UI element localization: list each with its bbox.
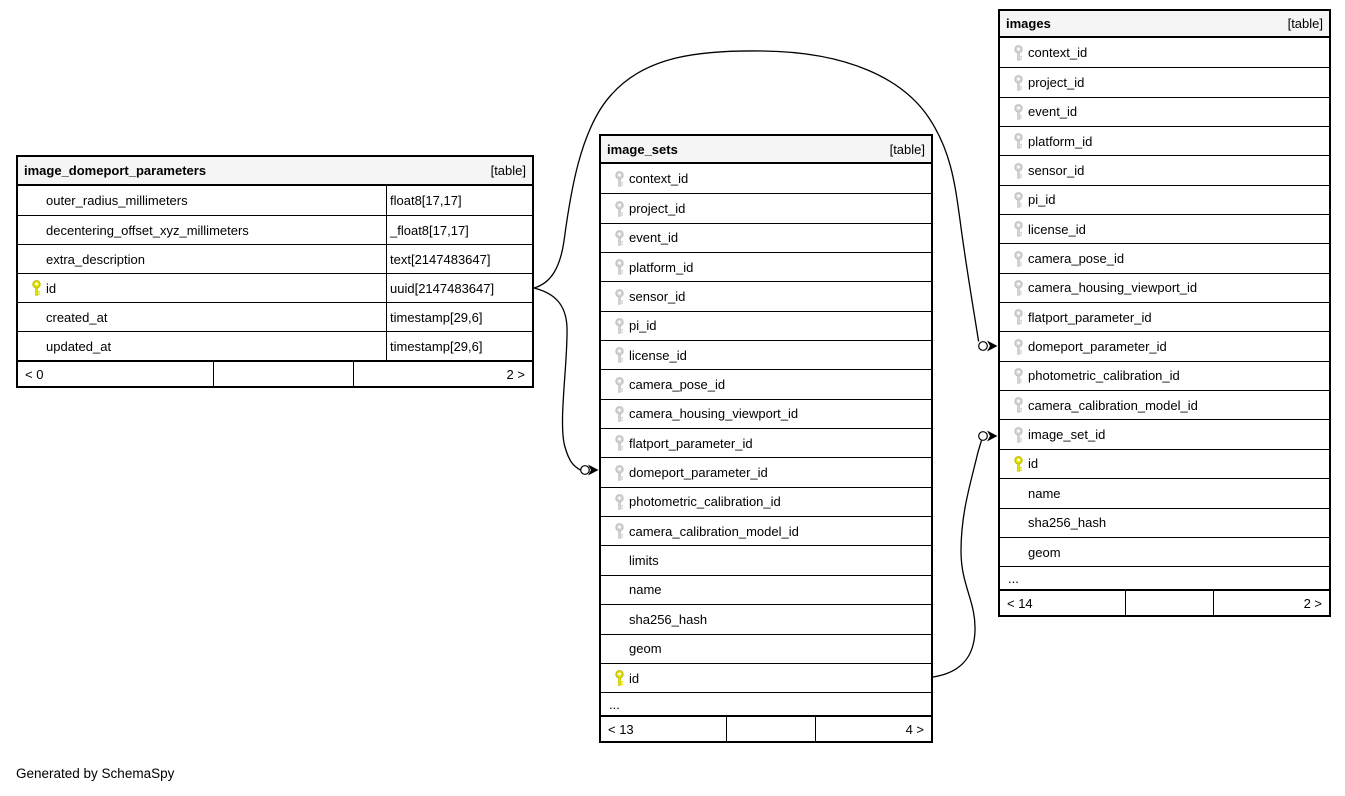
- column-name-cell: [601, 576, 931, 604]
- foreign-key-icon: [609, 523, 629, 539]
- foreign-key-icon: [1008, 192, 1028, 208]
- foreign-key-icon: [1008, 280, 1028, 296]
- column-row-camera_pose_id: [601, 369, 931, 398]
- column-row-camera_pose_id: [1000, 243, 1329, 272]
- column-row-context_id: [1000, 38, 1329, 67]
- column-name: license_id: [1028, 221, 1086, 237]
- foreign-key-icon: [609, 259, 629, 275]
- foreign-key-icon: [609, 377, 629, 393]
- column-row-id: [1000, 449, 1329, 478]
- degree-out: 2 >: [1213, 591, 1329, 615]
- table-image-sets[interactable]: [599, 134, 933, 743]
- column-name-cell: [1000, 509, 1329, 537]
- column-type: text[2147483647]: [386, 245, 532, 273]
- table-degree-footer: [601, 715, 931, 741]
- column-name-cell: [1000, 274, 1329, 302]
- column-row-geom: [1000, 537, 1329, 566]
- column-name: context_id: [629, 171, 689, 187]
- fk-nullable-circle: [979, 432, 988, 441]
- column-row-pi_id: [601, 311, 931, 340]
- column-name-cell: [601, 312, 931, 340]
- column-name-cell: [1000, 450, 1329, 478]
- ellipsis-row: ...: [1000, 566, 1329, 589]
- degree-spacer: [213, 362, 353, 386]
- foreign-key-icon: [1008, 339, 1028, 355]
- table-header[interactable]: [1000, 11, 1329, 38]
- column-row-limits: [601, 545, 931, 574]
- table-images[interactable]: [998, 9, 1331, 617]
- column-name: image_set_id: [1028, 427, 1106, 443]
- column-row-license_id: [1000, 214, 1329, 243]
- table-columns: [18, 186, 532, 360]
- column-name: created_at: [46, 309, 108, 325]
- fk-link-domeport-to-image-sets: [534, 288, 599, 476]
- column-type: timestamp[29,6]: [386, 332, 532, 360]
- column-name-cell: [601, 400, 931, 428]
- column-name: domeport_parameter_id: [1028, 339, 1167, 355]
- table-columns: [601, 164, 931, 715]
- column-name-cell: [601, 341, 931, 369]
- foreign-key-icon: [609, 406, 629, 422]
- degree-in: < 14: [1007, 595, 1033, 611]
- table-type-tag: [table]: [490, 163, 526, 178]
- foreign-key-icon: [1008, 133, 1028, 149]
- table-header[interactable]: [601, 136, 931, 164]
- foreign-key-icon: [1008, 163, 1028, 179]
- column-name: sha256_hash: [629, 611, 708, 627]
- table-title: images: [1006, 16, 1051, 31]
- foreign-key-icon: [609, 171, 629, 187]
- column-name-cell: [1000, 68, 1329, 96]
- column-name-cell: [1000, 38, 1329, 67]
- column-row-platform_id: [601, 252, 931, 281]
- table-degree-footer: [1000, 589, 1329, 615]
- column-name-cell: [1000, 391, 1329, 419]
- degree-out: 4 >: [815, 717, 931, 741]
- column-row-project_id: [1000, 67, 1329, 96]
- column-name: id: [46, 280, 57, 296]
- foreign-key-icon: [1008, 75, 1028, 91]
- column-row-event_id: [601, 223, 931, 252]
- column-row-context_id: [601, 164, 931, 193]
- fk-arrowhead-icon: [987, 341, 998, 352]
- column-name-cell: [18, 332, 386, 360]
- column-name-cell: [18, 186, 386, 215]
- column-name-cell: [601, 224, 931, 252]
- column-row-camera_housing_viewport_id: [601, 399, 931, 428]
- column-name-cell: [601, 370, 931, 398]
- column-name-cell: [18, 216, 386, 244]
- foreign-key-icon: [1008, 368, 1028, 384]
- foreign-key-icon: [1008, 45, 1028, 61]
- table-type-tag: [table]: [889, 141, 925, 157]
- column-name: limits: [629, 553, 659, 569]
- column-name-cell: [601, 164, 931, 193]
- column-name: flatport_parameter_id: [629, 435, 753, 451]
- column-row-camera_calibration_model_id: [601, 516, 931, 545]
- column-name-cell: [18, 303, 386, 331]
- column-name-cell: [601, 282, 931, 310]
- foreign-key-icon: [609, 318, 629, 334]
- column-row-flatport_parameter_id: [601, 428, 931, 457]
- generated-by-note: Generated by SchemaSpy: [16, 766, 175, 781]
- column-name-cell: [1000, 156, 1329, 184]
- column-row-updated_at: [18, 331, 532, 360]
- column-name: camera_calibration_model_id: [1028, 397, 1198, 413]
- column-name: context_id: [1028, 45, 1088, 61]
- column-row-sensor_id: [1000, 155, 1329, 184]
- column-name-cell: [601, 458, 931, 486]
- column-row-photometric_calibration_id: [1000, 361, 1329, 390]
- foreign-key-icon: [609, 201, 629, 217]
- column-name-cell: [1000, 186, 1329, 214]
- column-name: project_id: [629, 201, 686, 217]
- column-name: domeport_parameter_id: [629, 465, 768, 481]
- column-row-sensor_id: [601, 281, 931, 310]
- column-name: sha256_hash: [1028, 515, 1107, 531]
- column-name-cell: [1000, 420, 1329, 448]
- column-row-geom: [601, 634, 931, 663]
- degree-out: 2 >: [353, 362, 532, 386]
- column-name-cell: [18, 274, 386, 302]
- foreign-key-icon: [1008, 427, 1028, 443]
- column-row-camera_housing_viewport_id: [1000, 273, 1329, 302]
- column-name-cell: [1000, 332, 1329, 360]
- column-name: extra_description: [46, 251, 145, 267]
- column-row-domeport_parameter_id: [1000, 331, 1329, 360]
- degree-spacer: [1125, 591, 1213, 615]
- column-name-cell: [601, 488, 931, 516]
- fk-arrowhead-icon: [588, 465, 599, 476]
- column-row-photometric_calibration_id: [601, 487, 931, 516]
- table-type-tag: [table]: [1287, 16, 1323, 31]
- foreign-key-icon: [609, 230, 629, 246]
- foreign-key-icon: [609, 435, 629, 451]
- column-name: sensor_id: [629, 289, 686, 305]
- table-title: image_domeport_parameters: [24, 163, 207, 178]
- degree-in: < 0: [25, 366, 44, 382]
- column-name: decentering_offset_xyz_millimeters: [46, 222, 249, 238]
- column-name: event_id: [1028, 104, 1078, 120]
- fk-nullable-circle: [979, 342, 988, 351]
- column-name-cell: [1000, 215, 1329, 243]
- column-name: geom: [629, 641, 662, 657]
- column-type: _float8[17,17]: [386, 216, 532, 244]
- column-name-cell: [1000, 479, 1329, 507]
- column-name: id: [629, 670, 640, 686]
- column-name-cell: [18, 245, 386, 273]
- column-name: camera_housing_viewport_id: [1028, 280, 1198, 296]
- column-name: name: [629, 582, 662, 598]
- column-row-license_id: [601, 340, 931, 369]
- column-row-sha256_hash: [1000, 508, 1329, 537]
- column-name-cell: [601, 517, 931, 545]
- column-row-outer_radius_millimeters: [18, 186, 532, 215]
- column-name-cell: [601, 605, 931, 633]
- column-row-extra_description: [18, 244, 532, 273]
- fk-nullable-circle: [581, 466, 590, 475]
- column-name: id: [1028, 456, 1039, 472]
- primary-key-icon: [26, 280, 46, 296]
- column-name-cell: [601, 253, 931, 281]
- column-row-name: [601, 575, 931, 604]
- column-name: updated_at: [46, 338, 112, 354]
- column-type: uuid[2147483647]: [386, 274, 532, 302]
- column-name: platform_id: [629, 259, 694, 275]
- foreign-key-icon: [609, 465, 629, 481]
- column-name-cell: [1000, 538, 1329, 566]
- column-type: float8[17,17]: [386, 186, 532, 215]
- table-header[interactable]: [18, 157, 532, 186]
- column-row-domeport_parameter_id: [601, 457, 931, 486]
- primary-key-icon: [609, 670, 629, 686]
- fk-arrowhead-icon: [987, 431, 998, 442]
- column-name: platform_id: [1028, 133, 1093, 149]
- column-name: photometric_calibration_id: [1028, 368, 1180, 384]
- column-name: outer_radius_millimeters: [46, 193, 188, 208]
- table-image-domeport-parameters[interactable]: [16, 155, 534, 388]
- degree-in: < 13: [608, 721, 634, 737]
- table-columns: [1000, 38, 1329, 589]
- foreign-key-icon: [1008, 221, 1028, 237]
- column-name-cell: [1000, 127, 1329, 155]
- column-name: camera_pose_id: [1028, 251, 1125, 267]
- column-name: sensor_id: [1028, 163, 1085, 179]
- column-row-id: [18, 273, 532, 302]
- column-name-cell: [1000, 303, 1329, 331]
- column-name-cell: [1000, 362, 1329, 390]
- column-name: camera_pose_id: [629, 377, 726, 393]
- column-name: license_id: [629, 347, 687, 363]
- column-row-project_id: [601, 193, 931, 222]
- column-row-platform_id: [1000, 126, 1329, 155]
- foreign-key-icon: [1008, 309, 1028, 325]
- column-name: camera_housing_viewport_id: [629, 406, 799, 422]
- column-name: pi_id: [1028, 192, 1056, 208]
- column-row-decentering_offset_xyz_millimeters: [18, 215, 532, 244]
- foreign-key-icon: [609, 289, 629, 305]
- foreign-key-icon: [1008, 104, 1028, 120]
- column-name-cell: [601, 664, 931, 692]
- column-type: timestamp[29,6]: [386, 303, 532, 331]
- degree-spacer: [726, 717, 815, 741]
- column-name-cell: [601, 546, 931, 574]
- column-row-sha256_hash: [601, 604, 931, 633]
- column-row-image_set_id: [1000, 419, 1329, 448]
- column-row-event_id: [1000, 97, 1329, 126]
- ellipsis-row: ...: [601, 692, 931, 715]
- column-name: name: [1028, 485, 1061, 501]
- column-name-cell: [601, 635, 931, 663]
- table-title: image_sets: [607, 141, 678, 157]
- foreign-key-icon: [1008, 397, 1028, 413]
- column-name: flatport_parameter_id: [1028, 309, 1152, 325]
- column-row-created_at: [18, 302, 532, 331]
- column-name: event_id: [629, 230, 679, 246]
- foreign-key-icon: [609, 494, 629, 510]
- fk-link-image-set-to-images: [933, 431, 998, 678]
- column-name: project_id: [1028, 75, 1085, 91]
- column-name: camera_calibration_model_id: [629, 523, 799, 539]
- column-name-cell: [1000, 98, 1329, 126]
- foreign-key-icon: [609, 347, 629, 363]
- column-name-cell: [1000, 244, 1329, 272]
- column-row-flatport_parameter_id: [1000, 302, 1329, 331]
- column-row-camera_calibration_model_id: [1000, 390, 1329, 419]
- column-row-name: [1000, 478, 1329, 507]
- column-name: pi_id: [629, 318, 657, 334]
- column-name: geom: [1028, 544, 1061, 560]
- column-name: photometric_calibration_id: [629, 494, 781, 510]
- column-name-cell: [601, 194, 931, 222]
- column-row-pi_id: [1000, 185, 1329, 214]
- column-name-cell: [601, 429, 931, 457]
- primary-key-icon: [1008, 456, 1028, 472]
- table-degree-footer: [18, 360, 532, 386]
- column-row-id: [601, 663, 931, 692]
- foreign-key-icon: [1008, 251, 1028, 267]
